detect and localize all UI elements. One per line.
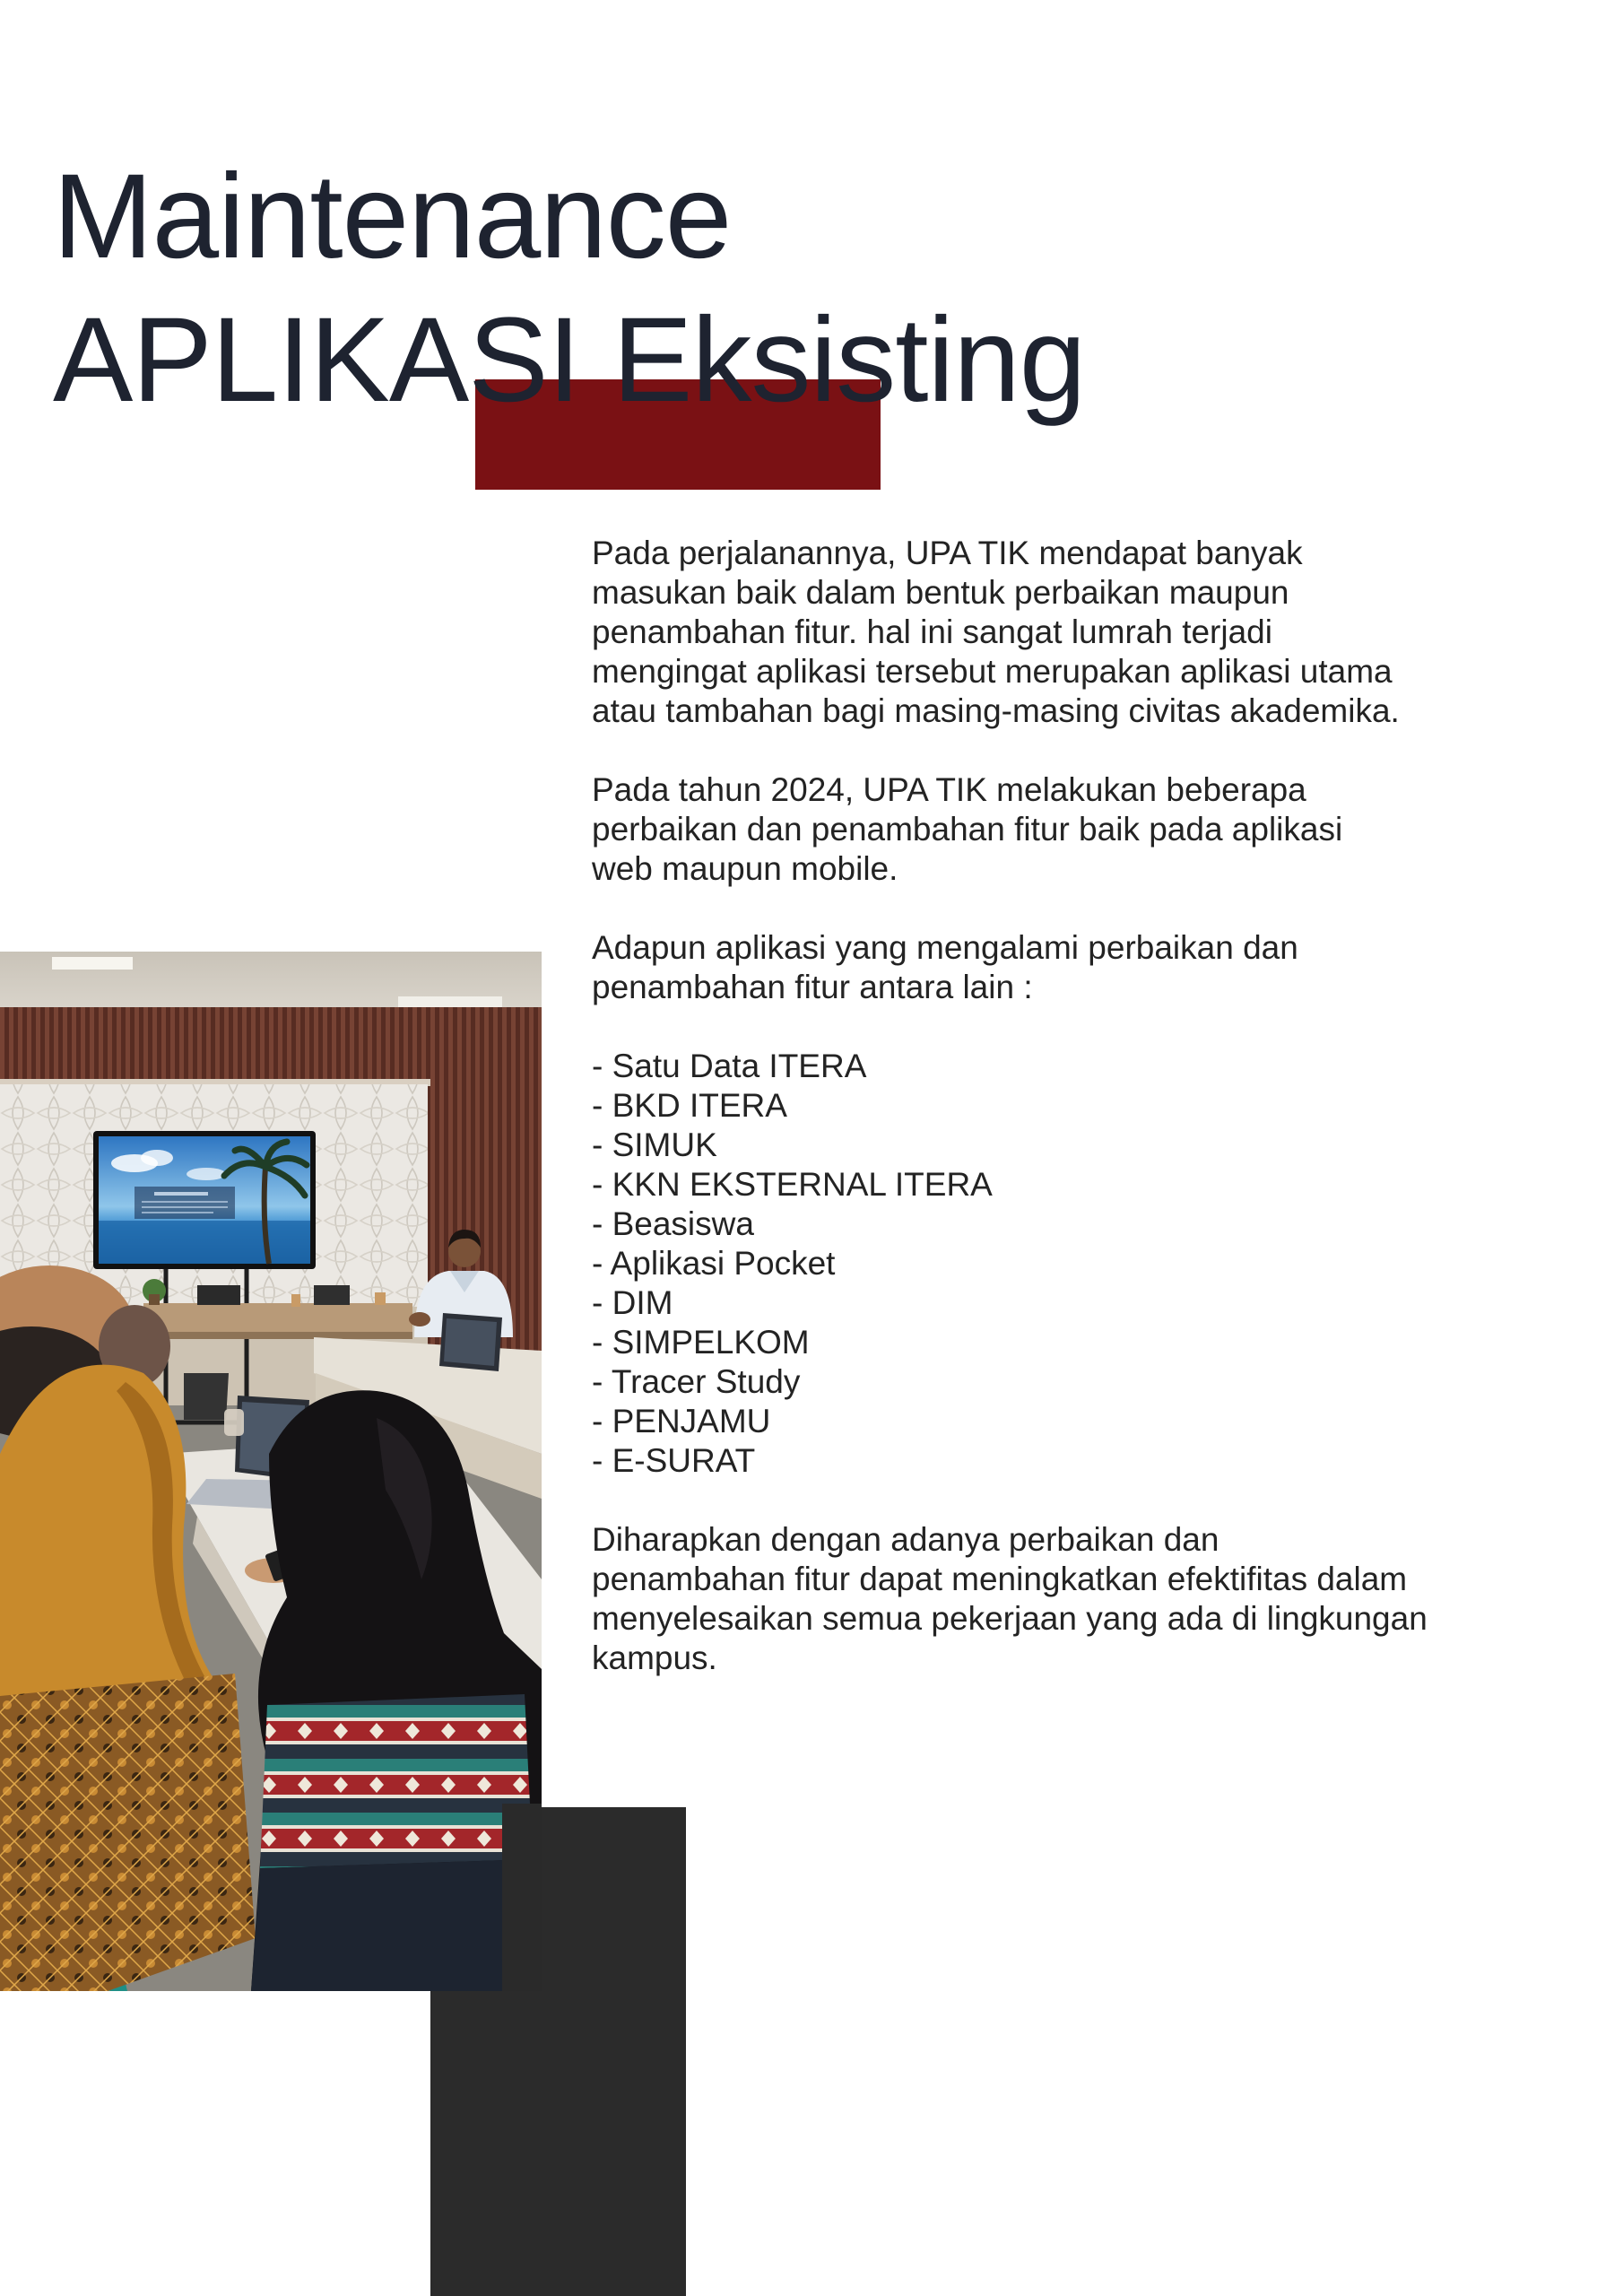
paragraph-intro	[592, 534, 1578, 731]
list-item: - DIM	[592, 1284, 673, 1321]
paragraph-spacer	[592, 1007, 1578, 1047]
body-text	[592, 534, 1578, 1678]
list-item: - PENJAMU	[592, 1403, 771, 1439]
text-line: menyelesaikan semua pekerjaan yang ada di lingkungan	[592, 1600, 1428, 1637]
meeting-photo-image	[0, 952, 542, 1991]
list-item: - BKD ITERA	[592, 1087, 787, 1124]
text-line: penambahan fitur antara lain :	[592, 969, 1033, 1005]
text-line: Pada tahun 2024, UPA TIK melakukan beberapa	[592, 771, 1306, 808]
text-line: penambahan fitur. hal ini sangat lumrah terjadi	[592, 613, 1272, 650]
text-line: web maupun mobile.	[592, 850, 898, 887]
text-line: masukan baik dalam bentuk perbaikan maupun	[592, 574, 1289, 611]
paragraph-closing	[592, 1520, 1578, 1678]
text-line: mengingat aplikasi tersebut merupakan aplikasi utama	[592, 653, 1393, 690]
list-item: - Tracer Study	[592, 1363, 801, 1400]
paragraph-spacer	[592, 1481, 1578, 1520]
list-item: - E-SURAT	[592, 1442, 756, 1479]
list-item: - Satu Data ITERA	[592, 1048, 867, 1084]
text-line: Diharapkan dengan adanya perbaikan dan	[592, 1521, 1219, 1558]
paragraph-spacer	[592, 731, 1578, 770]
list-item: - Aplikasi Pocket	[592, 1245, 836, 1282]
list-item: - SIMPELKOM	[592, 1324, 810, 1361]
text-line: kampus.	[592, 1639, 717, 1676]
text-line: penambahan fitur dapat meningkatkan efektifitas dalam	[592, 1561, 1408, 1597]
text-line: perbaikan dan penambahan fitur baik pada aplikasi	[592, 811, 1343, 848]
page-title-line-1: Maintenance	[53, 150, 732, 283]
text-line: Pada perjalanannya, UPA TIK mendapat banyak	[592, 535, 1303, 571]
list-item: - SIMUK	[592, 1126, 717, 1163]
text-line: atau tambahan bagi masing-masing civitas akademika.	[592, 692, 1400, 729]
meeting-photo	[0, 952, 542, 1991]
paragraph-spacer	[592, 889, 1578, 928]
paragraph-year	[592, 770, 1578, 889]
paragraph-list-intro	[592, 928, 1578, 1007]
list-item: - KKN EKSTERNAL ITERA	[592, 1166, 993, 1203]
text-line: Adapun aplikasi yang mengalami perbaikan dan	[592, 929, 1298, 966]
page-title-line-2: APLIKASI Eksisting	[53, 293, 1086, 427]
app-list	[592, 1047, 1578, 1481]
list-item: - Beasiswa	[592, 1205, 754, 1242]
